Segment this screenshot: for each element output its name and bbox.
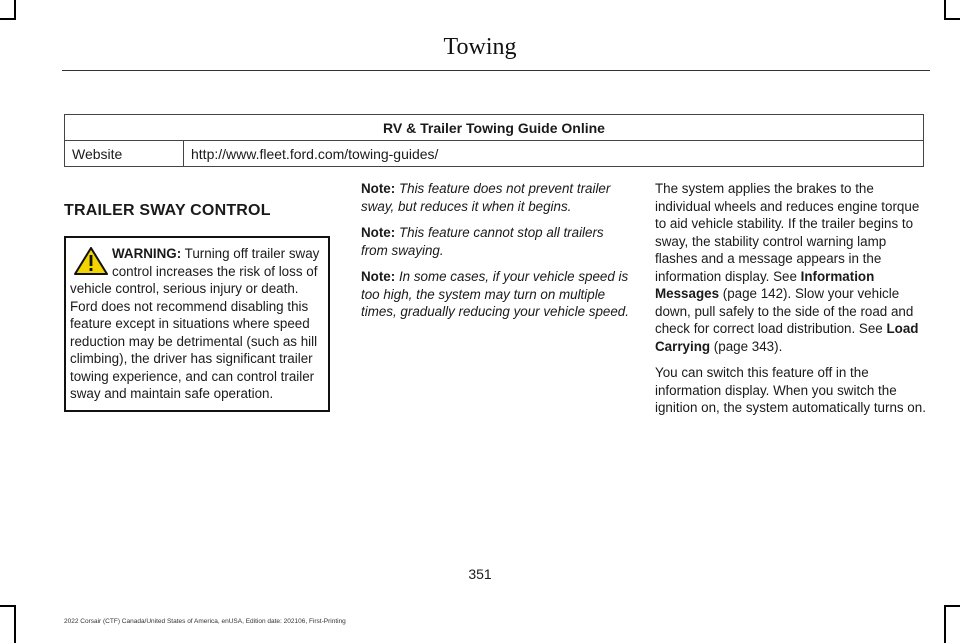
page-number: 351 [468,566,492,582]
note-text: In some cases, if your vehicle speed is too high, the system may turn on multiple times, gradually reducing your vehicle speed. [361,269,629,319]
note-label: Note: [361,225,396,240]
body-paragraph: You can switch this feature off in the information display. When you switch the ignition on, the system automatically turns on. [655,365,926,415]
warning-triangle-icon [74,247,108,275]
edition-footer: 2022 Corsair (CTF) Canada/United States of America, enUSA, Edition date: 202106, First-Printing [64,618,346,625]
website-link[interactable]: http://www.fleet.ford.com/towing-guides/ [184,141,924,167]
body-text: (page 343). [710,338,783,354]
note-text: This feature cannot stop all trailers from swaying. [361,225,604,258]
table-cell-label: Website [65,141,184,167]
notes-column [361,180,633,330]
note-label: Note: [361,269,396,284]
table-header-row [65,115,924,141]
crop-mark-bottom-left [0,605,16,607]
crop-mark-bottom-left [14,605,16,643]
warning-text: Turning off trailer sway control increases the risk of loss of vehicle control, serious injury or death. Ford does not recommend disabling this feature except in situations where speed reduction may be detrimental (such as hill climbing), the driver has significant trailer towing experience, and can control trailer sway and maintain safe operation. [70,246,320,401]
warning-label: WARNING: [112,246,182,261]
body-text: The system applies the brakes to the individual wheels and reduces engine torque to aid vehicle stability. If the trailer begins to sway, the stability control warning lamp flashes and a message appears in the information display. See [655,181,920,284]
cross-reference-link[interactable]: Information Messages [655,268,875,301]
body-paragraph [655,180,927,355]
towing-guide-table [64,114,924,167]
crop-mark-top-right [944,0,946,20]
note [361,180,633,215]
note [361,224,633,259]
crop-mark-top-left [14,0,16,20]
warning-box [64,236,330,412]
page-header-title: Towing [443,34,517,60]
body-text: (page 142). Slow your vehicle down, pull safely to the side of the road and check for correct load distribution. See [655,286,914,336]
crop-mark-bottom-right [944,605,946,643]
cross-reference-link[interactable]: Load Carrying [655,321,919,354]
note-label: Note: [361,181,396,196]
header-divider [62,70,930,71]
body-column [655,180,927,426]
section-heading: TRAILER SWAY CONTROL [64,202,271,219]
table-title: RV & Trailer Towing Guide Online [65,115,924,141]
crop-mark-top-left [0,18,16,20]
table-row [65,141,924,167]
crop-mark-top-right [944,18,960,20]
note [361,268,633,321]
note-text: This feature does not prevent trailer sway, but reduces it when it begins. [361,181,611,214]
crop-mark-bottom-right [944,605,960,607]
